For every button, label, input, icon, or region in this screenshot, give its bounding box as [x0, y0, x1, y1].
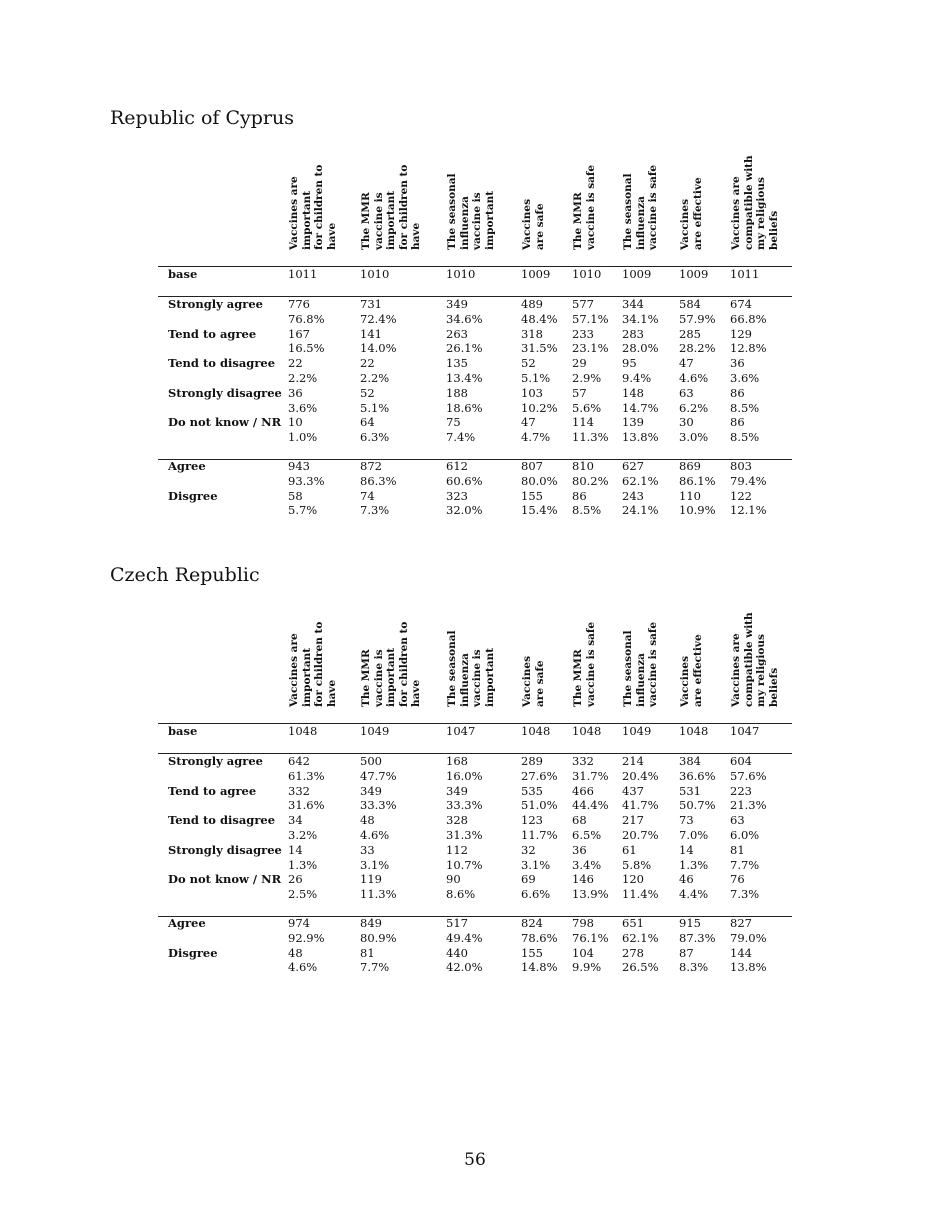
percent-value: 14.0% [360, 341, 397, 356]
percent-value: 2.2% [360, 371, 390, 385]
percent-value: 8.5% [572, 503, 602, 518]
count-value: 604 [730, 754, 752, 768]
percent-value: 11.4% [622, 887, 659, 902]
percent-value: 80.9% [360, 930, 397, 945]
percent-value: 31.7% [572, 768, 609, 783]
percent-value: 57.1% [572, 311, 609, 326]
percent-value: 9.9% [572, 960, 602, 975]
percent-value: 16.0% [446, 768, 483, 783]
percent-value: 16.5% [288, 341, 325, 356]
percent-value: 7.3% [730, 887, 760, 902]
row-label: Strongly agree [168, 297, 263, 311]
base-value: 1009 [622, 267, 652, 281]
percent-value: 5.7% [288, 503, 318, 518]
count-value: 627 [622, 459, 644, 473]
percent-value: 86.1% [679, 473, 716, 488]
row-label-base: base [168, 267, 198, 281]
count-value: 674 [730, 297, 752, 311]
count-value: 63 [679, 385, 694, 400]
percent-value: 7.0% [679, 828, 709, 842]
count-value: 86 [572, 488, 587, 503]
count-value: 440 [446, 945, 468, 960]
percent-value: 13.4% [446, 371, 483, 385]
percent-value: 34.6% [446, 311, 483, 326]
percent-value: 9.4% [622, 371, 652, 385]
percent-value: 5.1% [521, 371, 551, 385]
section-title: Czech Republic [110, 564, 260, 586]
column-header-label: Vaccines are effective [679, 177, 704, 250]
base-value: 1011 [288, 267, 318, 281]
percent-value: 33.3% [360, 798, 397, 813]
count-value: 223 [730, 783, 752, 798]
row-label: Do not know / NR [168, 872, 282, 887]
count-value: 104 [572, 945, 594, 960]
percent-value: 62.1% [622, 473, 659, 488]
count-value: 489 [521, 297, 543, 311]
percent-value: 6.6% [521, 887, 551, 902]
count-value: 289 [521, 754, 543, 768]
base-value: 1010 [446, 267, 476, 281]
count-value: 64 [360, 415, 375, 430]
count-value: 233 [572, 326, 594, 341]
count-value: 263 [446, 326, 468, 341]
percent-value: 66.8% [730, 311, 767, 326]
percent-value: 28.2% [679, 341, 716, 356]
count-value: 33 [360, 842, 375, 857]
count-value: 103 [521, 385, 543, 400]
count-value: 123 [521, 813, 543, 828]
count-value: 87 [679, 945, 694, 960]
percent-value: 10.7% [446, 857, 483, 872]
column-header-label: The MMR vaccine is important for children to have [360, 164, 422, 250]
base-value: 1048 [572, 724, 602, 738]
base-value: 1010 [572, 267, 602, 281]
percent-value: 7.7% [730, 857, 760, 872]
percent-value: 11.7% [521, 828, 558, 842]
percent-value: 86.3% [360, 473, 397, 488]
count-value: 86 [730, 385, 745, 400]
column-header-label: The MMR vaccine is safe [572, 621, 597, 707]
count-value: 278 [622, 945, 644, 960]
percent-value: 14.7% [622, 400, 659, 415]
count-value: 139 [622, 415, 644, 430]
count-value: 217 [622, 813, 644, 828]
percent-value: 12.8% [730, 341, 767, 356]
section-title: Republic of Cyprus [110, 107, 294, 129]
count-value: 332 [288, 783, 310, 798]
column-header-label: Vaccines are compatible with my religious beliefs [730, 155, 780, 250]
count-value: 915 [679, 916, 701, 930]
count-value: 807 [521, 459, 543, 473]
count-value: 90 [446, 872, 461, 887]
base-value: 1048 [288, 724, 318, 738]
percent-value: 13.8% [730, 960, 767, 975]
percent-value: 51.0% [521, 798, 558, 813]
percent-value: 3.1% [360, 857, 390, 872]
percent-value: 1.0% [288, 430, 318, 445]
percent-value: 34.1% [622, 311, 659, 326]
base-value: 1047 [730, 724, 760, 738]
percent-value: 93.3% [288, 473, 325, 488]
table-section [0, 564, 950, 984]
percent-value: 76.1% [572, 930, 609, 945]
percent-value: 80.0% [521, 473, 558, 488]
count-value: 943 [288, 459, 310, 473]
count-value: 349 [446, 297, 468, 311]
percent-value: 57.6% [730, 768, 767, 783]
percent-value: 5.6% [572, 400, 602, 415]
count-value: 323 [446, 488, 468, 503]
count-value: 30 [679, 415, 694, 430]
row-label: Strongly disagree [168, 385, 282, 400]
column-header-label: Vaccines are effective [679, 634, 704, 707]
count-value: 168 [446, 754, 468, 768]
percent-value: 5.8% [622, 857, 652, 872]
percent-value: 23.1% [572, 341, 609, 356]
count-value: 112 [446, 842, 468, 857]
count-value: 52 [360, 385, 375, 400]
row-label: Tend to agree [168, 326, 257, 341]
count-value: 872 [360, 459, 382, 473]
count-value: 344 [622, 297, 644, 311]
count-value: 824 [521, 916, 543, 930]
percent-value: 33.3% [446, 798, 483, 813]
column-header-label: The seasonal influenza vaccine is important [446, 173, 496, 250]
column-header-label: Vaccines are safe [521, 656, 546, 707]
base-value: 1010 [360, 267, 390, 281]
count-value: 798 [572, 916, 594, 930]
count-value: 29 [572, 356, 587, 371]
row-label: Agree [168, 459, 206, 473]
percent-value: 41.7% [622, 798, 659, 813]
count-value: 81 [730, 842, 745, 857]
percent-value: 32.0% [446, 503, 483, 518]
percent-value: 8.3% [679, 960, 709, 975]
percent-value: 4.6% [288, 960, 318, 975]
count-value: 535 [521, 783, 543, 798]
count-value: 141 [360, 326, 382, 341]
count-value: 642 [288, 754, 310, 768]
count-value: 119 [360, 872, 382, 887]
percent-value: 6.0% [730, 828, 760, 842]
percent-value: 11.3% [572, 430, 609, 445]
count-value: 22 [360, 356, 375, 371]
percent-value: 3.6% [730, 371, 760, 385]
count-value: 332 [572, 754, 594, 768]
percent-value: 57.9% [679, 311, 716, 326]
percent-value: 26.5% [622, 960, 659, 975]
percent-value: 44.4% [572, 798, 609, 813]
count-value: 36 [572, 842, 587, 857]
count-value: 155 [521, 945, 543, 960]
count-value: 285 [679, 326, 701, 341]
count-value: 155 [521, 488, 543, 503]
percent-value: 10.2% [521, 400, 558, 415]
percent-value: 61.3% [288, 768, 325, 783]
count-value: 803 [730, 459, 752, 473]
count-value: 651 [622, 916, 644, 930]
count-value: 869 [679, 459, 701, 473]
count-value: 500 [360, 754, 382, 768]
percent-value: 4.4% [679, 887, 709, 902]
percent-value: 18.6% [446, 400, 483, 415]
row-label: Disgree [168, 945, 218, 960]
column-header-label: The seasonal influenza vaccine is important [446, 630, 496, 707]
count-value: 34 [288, 813, 303, 828]
table-section [0, 107, 950, 527]
percent-value: 78.6% [521, 930, 558, 945]
percent-value: 80.2% [572, 473, 609, 488]
count-value: 144 [730, 945, 752, 960]
count-value: 48 [288, 945, 303, 960]
percent-value: 3.6% [288, 400, 318, 415]
percent-value: 50.7% [679, 798, 716, 813]
count-value: 58 [288, 488, 303, 503]
percent-value: 4.6% [679, 371, 709, 385]
count-value: 69 [521, 872, 536, 887]
percent-value: 3.2% [288, 828, 318, 842]
count-value: 318 [521, 326, 543, 341]
percent-value: 7.4% [446, 430, 476, 445]
count-value: 61 [622, 842, 637, 857]
count-value: 86 [730, 415, 745, 430]
percent-value: 12.1% [730, 503, 767, 518]
count-value: 14 [679, 842, 694, 857]
percent-value: 4.6% [360, 828, 390, 842]
percent-value: 28.0% [622, 341, 659, 356]
count-value: 283 [622, 326, 644, 341]
percent-value: 5.1% [360, 400, 390, 415]
column-header-label: The seasonal influenza vaccine is safe [622, 164, 659, 250]
count-value: 68 [572, 813, 587, 828]
row-label-base: base [168, 724, 198, 738]
base-value: 1049 [360, 724, 390, 738]
count-value: 167 [288, 326, 310, 341]
percent-value: 6.2% [679, 400, 709, 415]
row-label: Disgree [168, 488, 218, 503]
count-value: 349 [360, 783, 382, 798]
count-value: 148 [622, 385, 644, 400]
percent-value: 76.8% [288, 311, 325, 326]
count-value: 384 [679, 754, 701, 768]
base-value: 1048 [521, 724, 551, 738]
percent-value: 3.1% [521, 857, 551, 872]
count-value: 52 [521, 356, 536, 371]
percent-value: 2.9% [572, 371, 602, 385]
percent-value: 87.3% [679, 930, 716, 945]
count-value: 612 [446, 459, 468, 473]
count-value: 75 [446, 415, 461, 430]
percent-value: 10.9% [679, 503, 716, 518]
row-label: Agree [168, 916, 206, 930]
row-label: Do not know / NR [168, 415, 282, 430]
count-value: 584 [679, 297, 701, 311]
count-value: 57 [572, 385, 587, 400]
count-value: 74 [360, 488, 375, 503]
percent-value: 36.6% [679, 768, 716, 783]
count-value: 129 [730, 326, 752, 341]
base-value: 1011 [730, 267, 760, 281]
percent-value: 8.6% [446, 887, 476, 902]
percent-value: 7.7% [360, 960, 390, 975]
count-value: 146 [572, 872, 594, 887]
count-value: 73 [679, 813, 694, 828]
count-value: 81 [360, 945, 375, 960]
count-value: 14 [288, 842, 303, 857]
percent-value: 3.0% [679, 430, 709, 445]
percent-value: 11.3% [360, 887, 397, 902]
count-value: 47 [679, 356, 694, 371]
percent-value: 7.3% [360, 503, 390, 518]
count-value: 827 [730, 916, 752, 930]
count-value: 188 [446, 385, 468, 400]
count-value: 95 [622, 356, 637, 371]
percent-value: 6.3% [360, 430, 390, 445]
percent-value: 62.1% [622, 930, 659, 945]
count-value: 849 [360, 916, 382, 930]
percent-value: 21.3% [730, 798, 767, 813]
percent-value: 15.4% [521, 503, 558, 518]
column-header-label: Vaccines are important for children to have [288, 621, 338, 707]
percent-value: 8.5% [730, 430, 760, 445]
count-value: 122 [730, 488, 752, 503]
percent-value: 31.5% [521, 341, 558, 356]
percent-value: 79.4% [730, 473, 767, 488]
count-value: 135 [446, 356, 468, 371]
percent-value: 72.4% [360, 311, 397, 326]
count-value: 46 [679, 872, 694, 887]
column-header-label: The MMR vaccine is safe [572, 164, 597, 250]
page-number: 56 [464, 1150, 486, 1170]
column-header-label: Vaccines are important for children to have [288, 164, 338, 250]
count-value: 731 [360, 297, 382, 311]
count-value: 437 [622, 783, 644, 798]
percent-value: 48.4% [521, 311, 558, 326]
percent-value: 79.0% [730, 930, 767, 945]
percent-value: 13.8% [622, 430, 659, 445]
count-value: 243 [622, 488, 644, 503]
count-value: 10 [288, 415, 303, 430]
count-value: 32 [521, 842, 536, 857]
percent-value: 14.8% [521, 960, 558, 975]
count-value: 810 [572, 459, 594, 473]
count-value: 22 [288, 356, 303, 371]
count-value: 114 [572, 415, 594, 430]
percent-value: 27.6% [521, 768, 558, 783]
column-header-label: Vaccines are safe [521, 199, 546, 250]
count-value: 974 [288, 916, 310, 930]
column-header-label: The seasonal influenza vaccine is safe [622, 621, 659, 707]
percent-value: 31.3% [446, 828, 483, 842]
percent-value: 42.0% [446, 960, 483, 975]
count-value: 776 [288, 297, 310, 311]
row-label: Strongly agree [168, 754, 263, 768]
row-label: Tend to agree [168, 783, 257, 798]
count-value: 26 [288, 872, 303, 887]
column-header-label: The MMR vaccine is important for children to have [360, 621, 422, 707]
percent-value: 26.1% [446, 341, 483, 356]
row-label: Strongly disagree [168, 842, 282, 857]
percent-value: 47.7% [360, 768, 397, 783]
count-value: 110 [679, 488, 701, 503]
count-value: 577 [572, 297, 594, 311]
row-label: Tend to disagree [168, 356, 276, 371]
percent-value: 20.7% [622, 828, 659, 842]
count-value: 349 [446, 783, 468, 798]
percent-value: 4.7% [521, 430, 551, 445]
base-value: 1048 [679, 724, 709, 738]
count-value: 328 [446, 813, 468, 828]
percent-value: 13.9% [572, 887, 609, 902]
count-value: 517 [446, 916, 468, 930]
percent-value: 24.1% [622, 503, 659, 518]
percent-value: 1.3% [679, 857, 709, 872]
count-value: 120 [622, 872, 644, 887]
count-value: 36 [288, 385, 303, 400]
base-value: 1047 [446, 724, 476, 738]
count-value: 48 [360, 813, 375, 828]
row-label: Tend to disagree [168, 813, 276, 828]
count-value: 47 [521, 415, 536, 430]
percent-value: 49.4% [446, 930, 483, 945]
base-value: 1049 [622, 724, 652, 738]
count-value: 531 [679, 783, 701, 798]
base-value: 1009 [679, 267, 709, 281]
base-value: 1009 [521, 267, 551, 281]
percent-value: 92.9% [288, 930, 325, 945]
percent-value: 3.4% [572, 857, 602, 872]
count-value: 76 [730, 872, 745, 887]
column-header-label: Vaccines are compatible with my religious beliefs [730, 612, 780, 707]
count-value: 214 [622, 754, 644, 768]
percent-value: 1.3% [288, 857, 318, 872]
count-value: 466 [572, 783, 594, 798]
count-value: 36 [730, 356, 745, 371]
percent-value: 60.6% [446, 473, 483, 488]
percent-value: 20.4% [622, 768, 659, 783]
percent-value: 6.5% [572, 828, 602, 842]
percent-value: 2.2% [288, 371, 318, 385]
count-value: 63 [730, 813, 745, 828]
percent-value: 8.5% [730, 400, 760, 415]
percent-value: 2.5% [288, 887, 318, 902]
percent-value: 31.6% [288, 798, 325, 813]
